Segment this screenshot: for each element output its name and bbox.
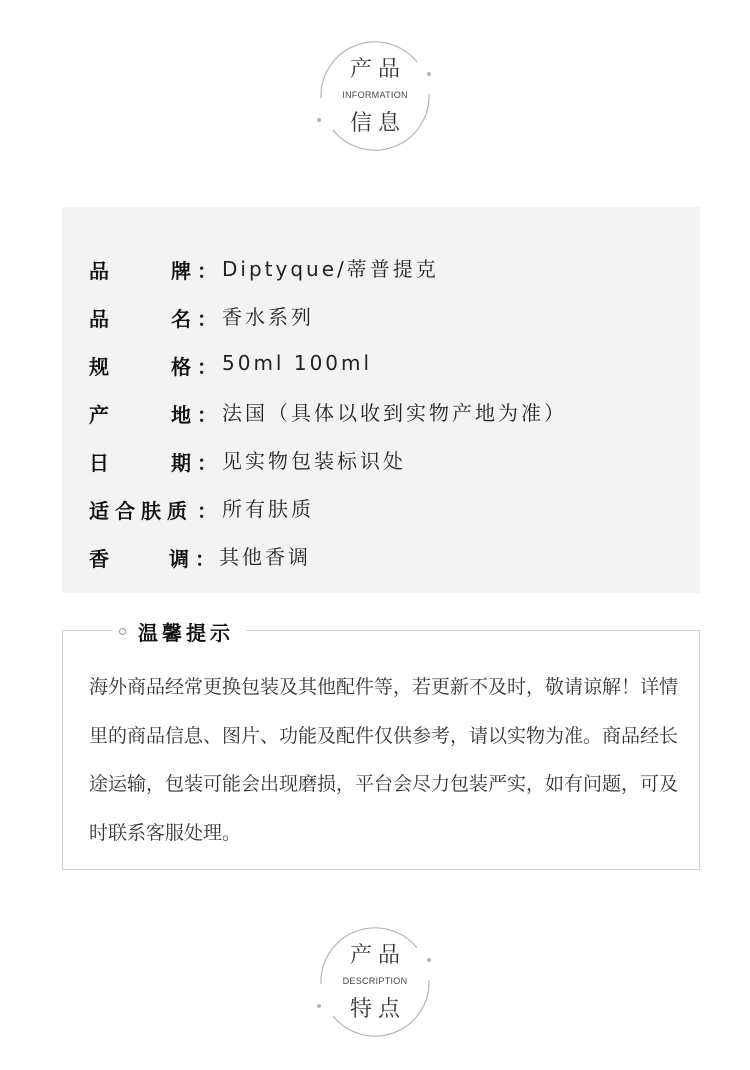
info-label-char: 产 xyxy=(89,403,109,427)
info-label-char: 香 xyxy=(89,547,109,571)
bullet-dot-icon xyxy=(119,628,126,635)
info-label-char: 名 xyxy=(171,307,191,331)
info-row-spec xyxy=(89,348,372,378)
info-colon: ： xyxy=(197,259,217,283)
info-label-char: 规 xyxy=(89,355,109,379)
info-colon: ： xyxy=(197,403,217,427)
section-header-info xyxy=(311,32,439,160)
info-label-char: 品 xyxy=(89,307,109,331)
info-label-char: 品 xyxy=(89,259,109,283)
header-title-top: 产品 xyxy=(349,943,406,968)
info-label-skin: 适合肤质 xyxy=(89,499,193,523)
info-row-brand xyxy=(89,252,439,282)
info-row-date xyxy=(89,444,406,474)
header-title-top: 产品 xyxy=(349,57,406,82)
info-row-origin xyxy=(89,396,567,426)
info-colon: ： xyxy=(197,307,217,331)
info-row-scent xyxy=(89,540,311,570)
info-colon: ： xyxy=(195,547,215,571)
info-value-scent: 其他香调 xyxy=(219,544,311,569)
header-subtitle: DESCRIPTION xyxy=(342,976,408,986)
product-info-panel xyxy=(62,207,700,593)
info-label-char: 期 xyxy=(171,451,191,475)
info-value-name: 香水系列 xyxy=(222,304,314,329)
info-value-spec: 50ml 100ml xyxy=(222,351,373,375)
info-colon: ： xyxy=(197,451,217,475)
header-title-bottom: 特点 xyxy=(349,997,406,1022)
info-value-date: 见实物包装标识处 xyxy=(222,448,406,473)
notice-box xyxy=(62,620,700,870)
info-value-skin: 所有肤质 xyxy=(222,496,314,521)
info-label-char: 日 xyxy=(89,451,109,475)
info-colon: ： xyxy=(197,355,217,379)
header-subtitle: INFORMATION xyxy=(342,90,408,100)
info-value-origin: 法国（具体以收到实物产地为准） xyxy=(222,400,567,425)
info-label-char: 调 xyxy=(169,547,189,571)
section-header-description xyxy=(311,918,439,1046)
info-row-name xyxy=(89,300,314,330)
info-row-skin xyxy=(89,492,314,522)
info-label-char: 牌 xyxy=(171,259,191,283)
header-title-bottom: 信息 xyxy=(349,111,406,136)
info-value-brand: Diptyque/蒂普提克 xyxy=(222,256,439,281)
info-label-char: 格 xyxy=(171,355,191,379)
info-label-char: 地 xyxy=(171,403,191,427)
notice-text: 海外商品经常更换包装及其他配件等，若更新不及时，敬请谅解！详情里的商品信息、图片、功能及配件仅供参考，请以实物为准。商品经长途运输，包装可能会出现磨损，平台会尽力包装严实，如有问题，可及时联系客服处理。 xyxy=(89,676,679,844)
info-colon: ： xyxy=(197,499,217,523)
notice-title: 温馨提示 xyxy=(138,620,234,645)
